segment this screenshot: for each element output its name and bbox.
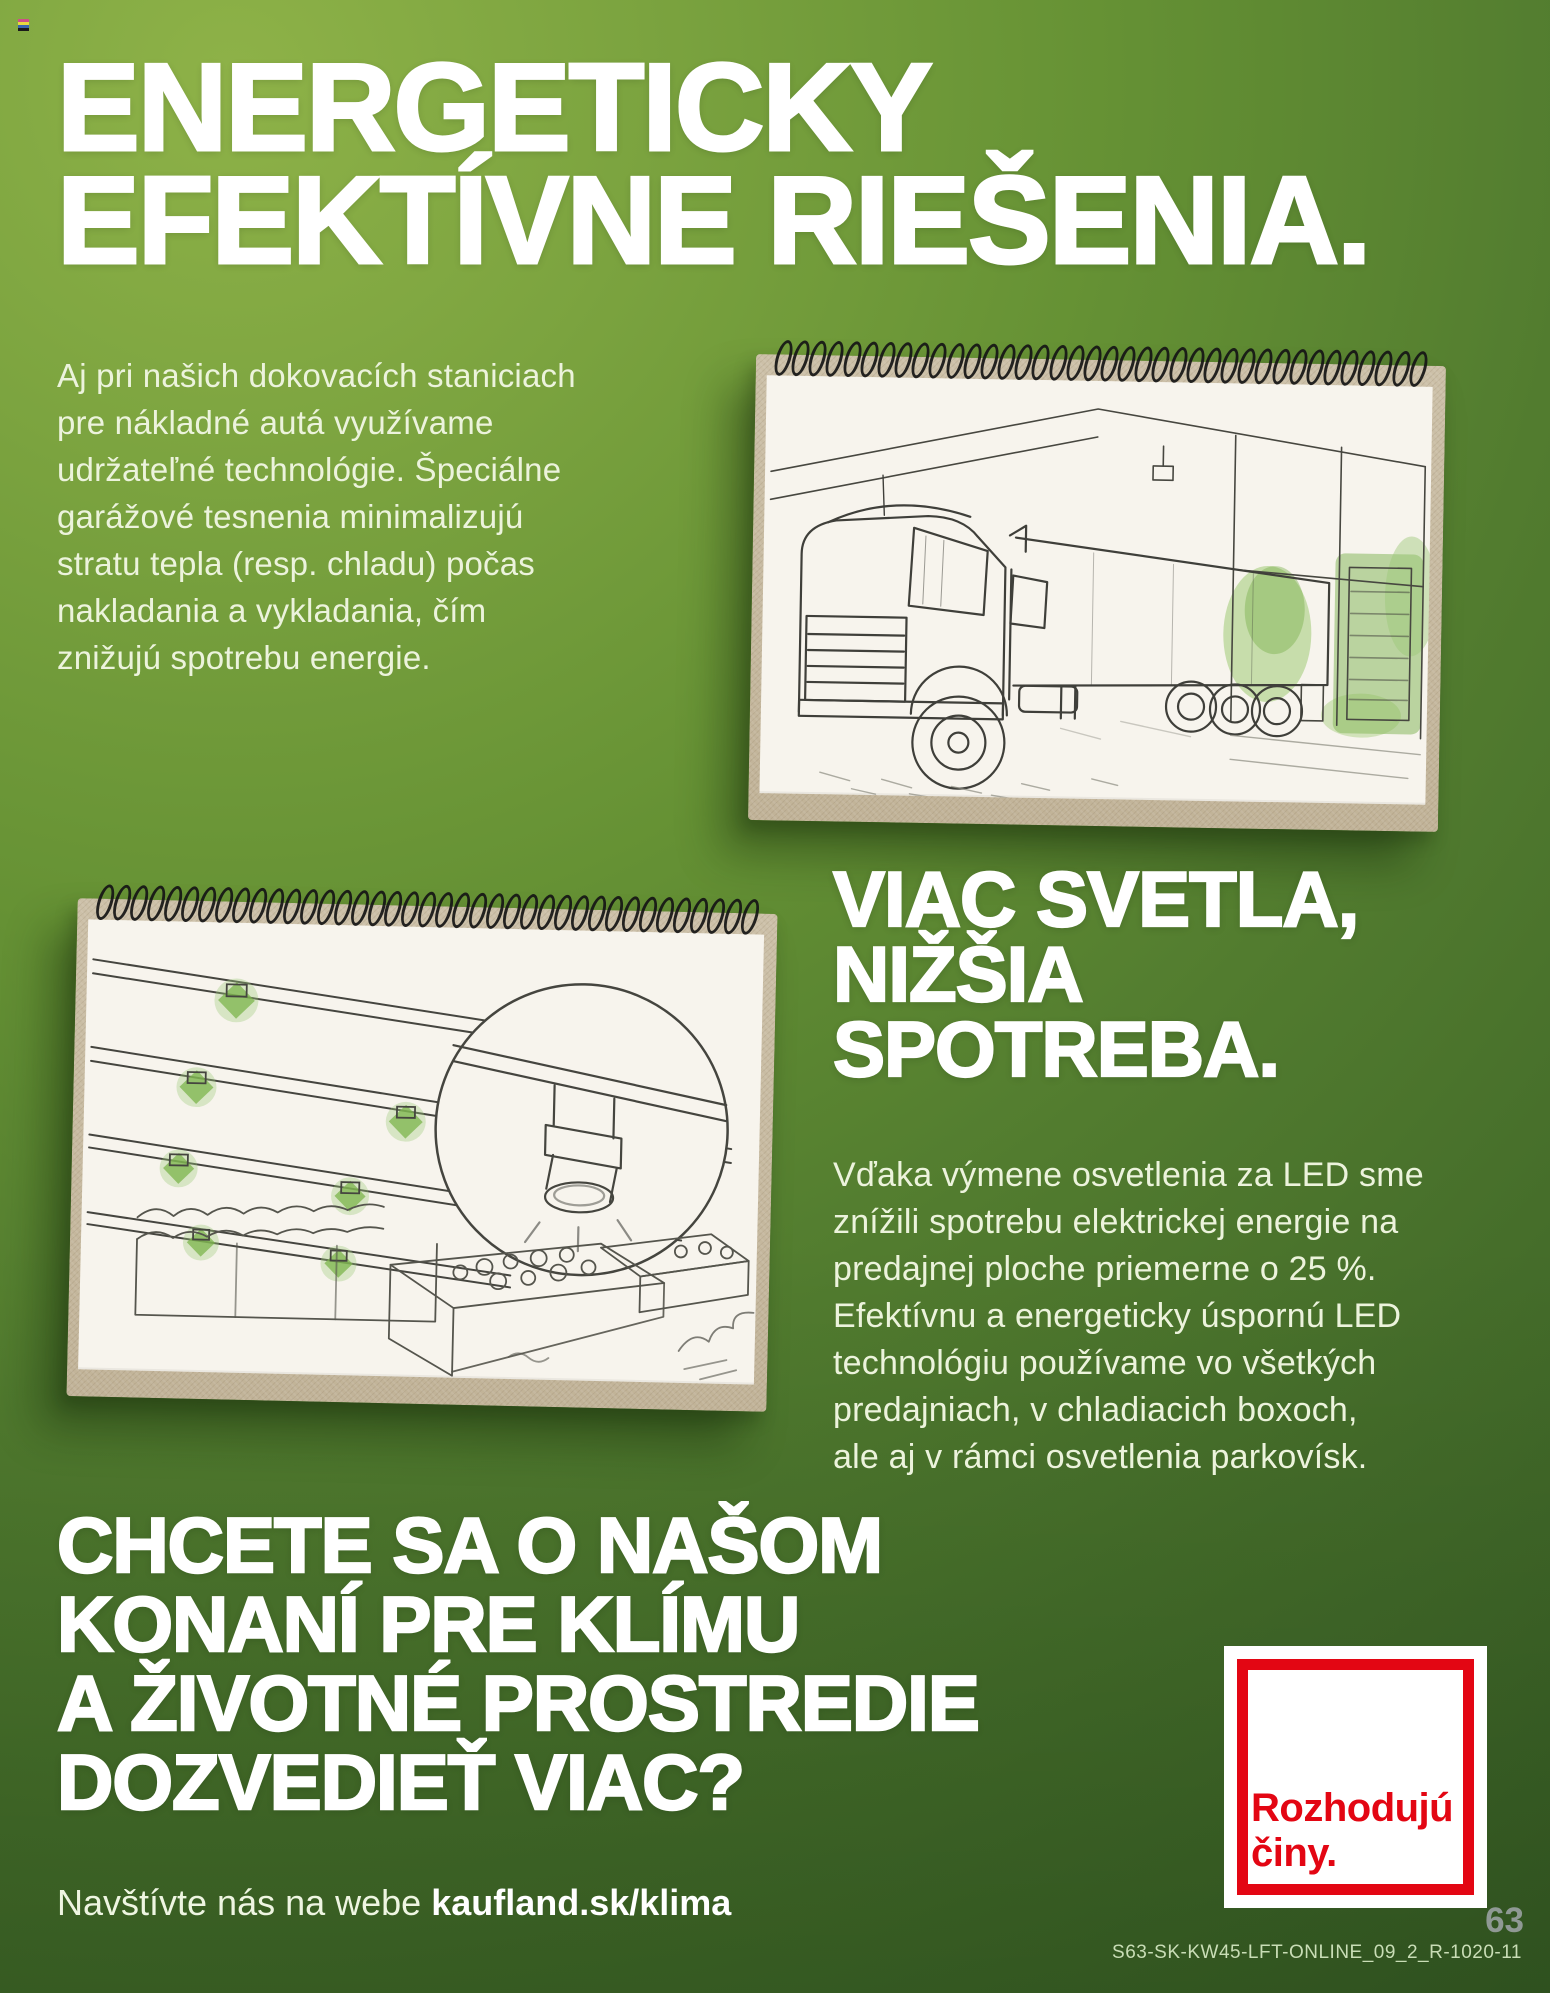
sketch-paper [78,919,764,1384]
light-section-heading: VIAC SVETLA, NIŽŠIA SPOTREBA. [833,855,1359,1093]
page-title-line: ENERGETICKY [57,39,931,177]
page-title-line: EFEKTÍVNE RIEŠENIA. [57,152,1370,290]
truck-dock-sketch-illustration [759,375,1432,805]
intro-paragraph: Aj pri našich dokovacích staniciach pre nákladné autá využívame udržateľné technológie. Špeciálne garážové tesnenia minimalizujú stratu tepla (resp. chladu) počas nakladania a vykladania, čím znižujú spotrebu energie. [57,357,576,676]
store-led-lighting-sketch-illustration [78,919,764,1384]
page-number: 63 [1485,1901,1524,1940]
website-link[interactable]: kaufland.sk/klima [431,1882,732,1923]
cta-heading: CHCETE SA O NAŠOM KONANÍ PRE KLÍMU A ŽIVOTNÉ PROSTREDIE DOZVEDIEŤ VIAC? [57,1501,979,1826]
print-code: S63-SK-KW45-LFT-ONLINE_09_2_R-1020-11 [1112,1942,1522,1963]
visit-text: Navštívte nás na webe [57,1882,422,1923]
visit-line [57,1882,731,1924]
store-lighting-sketchpad [66,898,777,1412]
action-badge [1224,1646,1487,1908]
page-title [57,39,1370,290]
print-registration-mark-icon [18,19,29,31]
light-section-paragraph: Vďaka výmene osvetlenia za LED sme znížili spotrebu elektrickej energie na predajnej ploche priemerne o 25 %. Efektívnu a energeticky úspornú LED technológiu používame vo všetkých predajniach, v chladiacich boxoch, ale aj v rámci osvetlenia parkovísk. [833,1156,1424,1476]
sketch-paper [759,375,1432,805]
badge-text: Rozhodujú činy. [1251,1786,1454,1875]
truck-sketchpad [748,354,1446,832]
